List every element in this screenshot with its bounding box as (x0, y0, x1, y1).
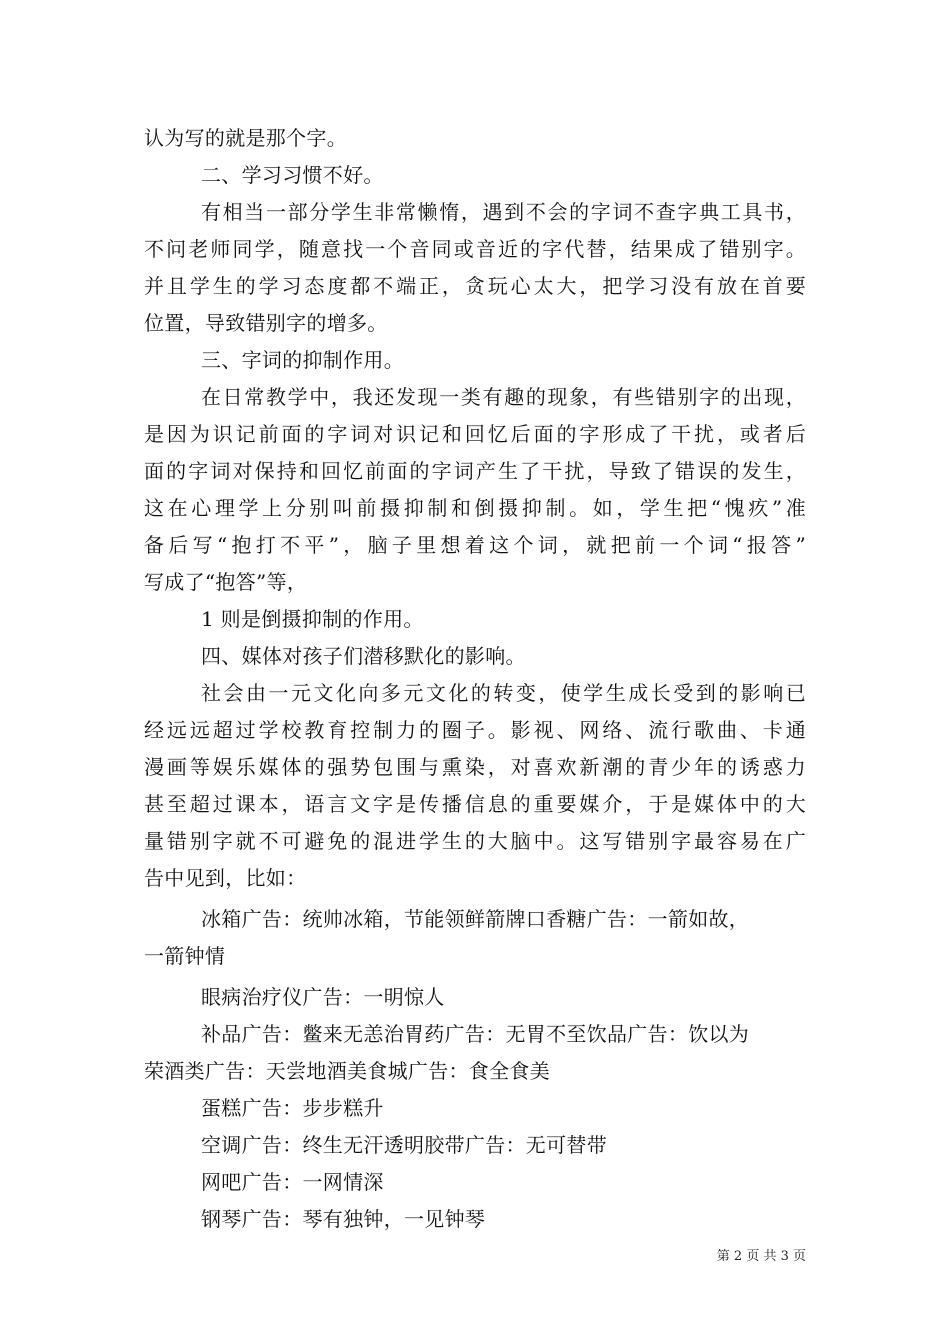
ad-example-line: 冰箱广告：统帅冰箱，节能领鲜箭牌口香糖广告：一箭如故， (201, 907, 750, 931)
text-line: 这在心理学上分别叫前摄抑制和倒摄抑制。如，学生把“愧疚”准 (144, 496, 806, 520)
ad-example-line: 荣酒类广告：天尝地酒美食城广告：食全食美 (144, 1059, 550, 1083)
text-line: 漫画等娱乐媒体的强势包围与熏染，对喜欢新潮的青少年的诱惑力 (144, 755, 806, 779)
text-line: 面的字词对保持和回忆前面的字词产生了干扰，导致了错误的发生， (144, 459, 806, 483)
text-line: 位置，导致错别字的增多。 (144, 311, 388, 335)
text-line: 甚至超过课本，语言文字是传播信息的重要媒介，于是媒体中的大 (144, 792, 806, 816)
ad-example-line: 网吧广告：一网情深 (201, 1170, 384, 1194)
text-line: 写成了“抱答”等， (144, 570, 308, 594)
page-number: 第 2 页 共 3 页 (716, 1249, 806, 1264)
text-line: 认为写的就是那个字。 (144, 126, 347, 150)
ad-example-line: 蛋糕广告：步步糕升 (201, 1096, 384, 1120)
section-heading: 四、媒体对孩子们潜移默化的影响。 (201, 644, 526, 668)
text-line: 告中见到，比如： (144, 866, 307, 890)
text-line: 备后写“抱打不平”，脑子里想着这个词，就把前一个词“报答” (144, 533, 806, 557)
text-line: 有相当一部分学生非常懒惰，遇到不会的字词不查字典工具书， (201, 200, 806, 224)
document-body (144, 120, 806, 1238)
text-line: 是因为识记前面的字词对识记和回忆后面的字形成了干扰，或者后 (144, 422, 806, 446)
text-line: 1 则是倒摄抑制的作用。 (201, 607, 424, 631)
ad-example-line: 钢琴广告：琴有独钟，一见钟琴 (201, 1207, 486, 1231)
ad-example-line: 空调广告：终生无汗透明胶带广告：无可替带 (201, 1133, 607, 1157)
ad-example-line: 眼病治疗仪广告：一明惊人 (201, 985, 445, 1009)
ad-example-line: 补品广告：鳖来无恙治胃药广告：无胃不至饮品广告：饮以为 (201, 1022, 750, 1046)
text-line: 并且学生的学习态度都不端正，贪玩心太大，把学习没有放在首要 (144, 274, 806, 298)
text-line: 不问老师同学，随意找一个音同或音近的字代替，结果成了错别字。 (144, 237, 806, 261)
section-heading: 二、学习习惯不好。 (201, 163, 384, 187)
text-line: 经远远超过学校教育控制力的圈子。影视、网络、流行歌曲、卡通 (144, 718, 806, 742)
ad-example-line: 一箭钟情 (144, 944, 226, 968)
text-line: 在日常教学中，我还发现一类有趣的现象，有些错别字的出现， (201, 385, 806, 409)
text-line: 量错别字就不可避免的混进学生的大脑中。这写错别字最容易在广 (144, 829, 806, 853)
text-line: 社会由一元文化向多元文化的转变，使学生成长受到的影响已 (201, 681, 806, 705)
section-heading: 三、字词的抑制作用。 (201, 348, 404, 372)
